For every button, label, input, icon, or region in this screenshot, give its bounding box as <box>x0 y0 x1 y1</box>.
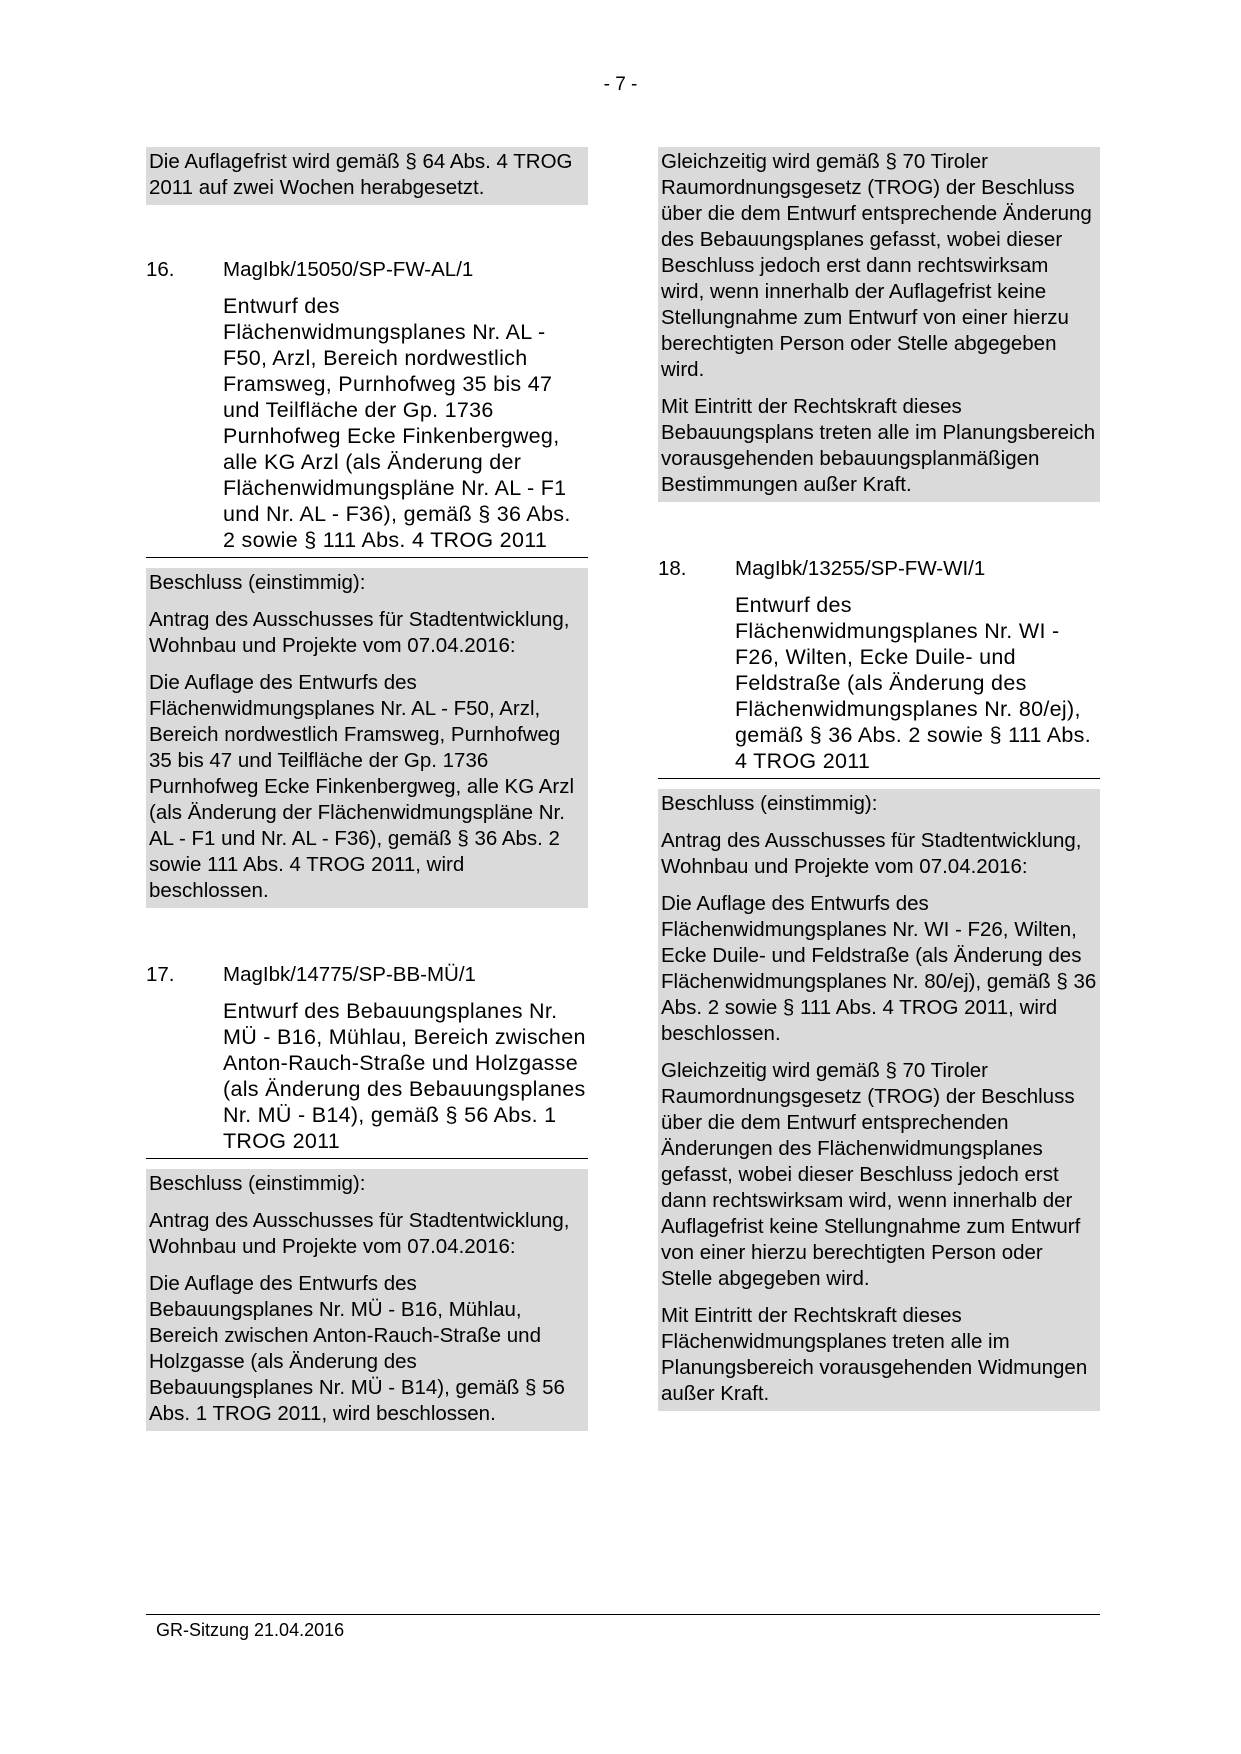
footer-divider <box>146 1614 1100 1615</box>
decision-block <box>146 1169 588 1431</box>
motion-text: Antrag des Ausschusses für Stadtentwicklung, Wohnbau und Projekte vom 07.04.2016: <box>661 829 1082 878</box>
item-heading <box>146 962 588 988</box>
agenda-item-17 <box>146 962 588 1431</box>
resolution-text: Die Auflage des Entwurfs des Bebauungsplanes Nr. MÜ - B16, Mühlau, Bereich zwischen Anton-Rauch-Straße und Holzgasse (als Änderung des Bebauungsplanes Nr. MÜ - B14), gemäß § 56 Abs. 1 TROG 2011, wird beschlossen. <box>149 1272 565 1425</box>
motion-text: Antrag des Ausschusses für Stadtentwicklung, Wohnbau und Projekte vom 07.04.2016: <box>149 608 570 657</box>
left-column <box>146 147 588 1431</box>
item-description: Entwurf des Bebauungsplanes Nr. MÜ - B16, Mühlau, Bereich zwischen Anton-Rauch-Straße und Holzgasse (als Änderung des Bebauungsplanes Nr. MÜ - B14), gemäß § 56 Abs. 1 TROG 2011 <box>223 999 586 1153</box>
item-heading <box>658 556 1100 582</box>
intro-block <box>146 147 588 205</box>
resolution-text: Die Auflage des Entwurfs des Flächenwidmungsplanes Nr. AL - F50, Arzl, Bereich nordwestlich Framsweg, Purnhofweg 35 bis 47 und Teilfläche der Gp. 1736 Purnhofweg Ecke Finkenbergweg, alle KG Arzl (als Änderung der Flächenwidmungspläne Nr. AL - F1 und Nr. AL - F36), gemäß § 36 Abs. 2 sowie 111 Abs. 4 TROG 2011, wird beschlossen. <box>149 671 575 902</box>
continuation-block <box>658 147 1100 502</box>
page-number: - 7 - <box>603 74 638 95</box>
resolution-text: Die Auflage des Entwurfs des Flächenwidmungsplanes Nr. WI - F26, Wilten, Ecke Duile- und Feldstraße (als Änderung des Flächenwidmungsplanes Nr. 80/ej), gemäß § 36 Abs. 2 sowie § 111 Abs. 4 TROG 2011, wird beschlossen. <box>661 892 1097 1045</box>
simultaneous-decision-text: Gleichzeitig wird gemäß § 70 Tiroler Raumordnungsgesetz (TROG) der Beschluss über die dem Entwurf entsprechende Änderung des Bebauungsplanes gefasst, wobei dieser Beschluss jedoch erst dann rechtswirksam wird, wenn innerhalb der Auflagefrist keine Stellungnahme zum Entwurf von einer hierzu berechtigten Person oder Stelle abgegeben wird. <box>661 150 1092 381</box>
legal-effect-text: Mit Eintritt der Rechtskraft dieses Flächenwidmungsplanes treten alle im Planungsbereich vorausgehenden Widmungen außer Kraft. <box>661 1304 1088 1405</box>
item-heading <box>146 257 588 283</box>
decision-label: Beschluss (einstimmig): <box>149 1172 366 1195</box>
item-description: Entwurf des Flächenwidmungsplanes Nr. AL - F50, Arzl, Bereich nordwestlich Framsweg, Purnhofweg 35 bis 47 und Teilfläche der Gp. 1736 Purnhofweg Ecke Finkenbergweg, alle KG Arzl (als Änderung der Flächenwidmungspläne Nr. AL - F1 und Nr. AL - F36), gemäß § 36 Abs. 2 sowie § 111 Abs. 4 TROG 2011 <box>223 294 571 552</box>
auflagefrist-text: Die Auflagefrist wird gemäß § 64 Abs. 4 TROG 2011 auf zwei Wochen herabgesetzt. <box>149 150 573 199</box>
item-divider <box>658 778 1100 779</box>
right-column <box>658 147 1100 1411</box>
item-divider <box>146 1158 588 1159</box>
simultaneous-decision-text: Gleichzeitig wird gemäß § 70 Tiroler Raumordnungsgesetz (TROG) der Beschluss über die dem Entwurf entsprechenden Änderungen des Flächenwidmungsplanes gefasst, wobei dieser Beschluss jedoch erst dann rechtswirksam wird, wenn innerhalb der Auflagefrist keine Stellungnahme zum Entwurf von einer hierzu berechtigten Person oder Stelle abgegeben wird. <box>661 1059 1081 1290</box>
item-reference: MagIbk/15050/SP-FW-AL/1 <box>223 258 474 281</box>
agenda-item-16 <box>146 257 588 908</box>
item-number: 17. <box>146 963 175 986</box>
decision-label: Beschluss (einstimmig): <box>149 571 366 594</box>
item-reference: MagIbk/14775/SP-BB-MÜ/1 <box>223 963 476 986</box>
item-reference: MagIbk/13255/SP-FW-WI/1 <box>735 557 986 580</box>
decision-block <box>658 789 1100 1411</box>
item-number: 16. <box>146 258 175 281</box>
agenda-item-18 <box>658 556 1100 1411</box>
item-description: Entwurf des Flächenwidmungsplanes Nr. WI - F26, Wilten, Ecke Duile- und Feldstraße (als Änderung des Flächenwidmungsplanes Nr. 80/ej), gemäß § 36 Abs. 2 sowie § 111 Abs. 4 TROG 2011 <box>735 593 1092 773</box>
item-number: 18. <box>658 557 687 580</box>
legal-effect-text: Mit Eintritt der Rechtskraft dieses Bebauungsplans treten alle im Planungsbereich vorausgehenden bebauungsplanmäßigen Bestimmungen außer Kraft. <box>661 395 1096 496</box>
item-divider <box>146 557 588 558</box>
motion-text: Antrag des Ausschusses für Stadtentwicklung, Wohnbau und Projekte vom 07.04.2016: <box>149 1209 570 1258</box>
footer-session-date: GR-Sitzung 21.04.2016 <box>156 1620 345 1640</box>
decision-label: Beschluss (einstimmig): <box>661 792 878 815</box>
decision-block <box>146 568 588 908</box>
